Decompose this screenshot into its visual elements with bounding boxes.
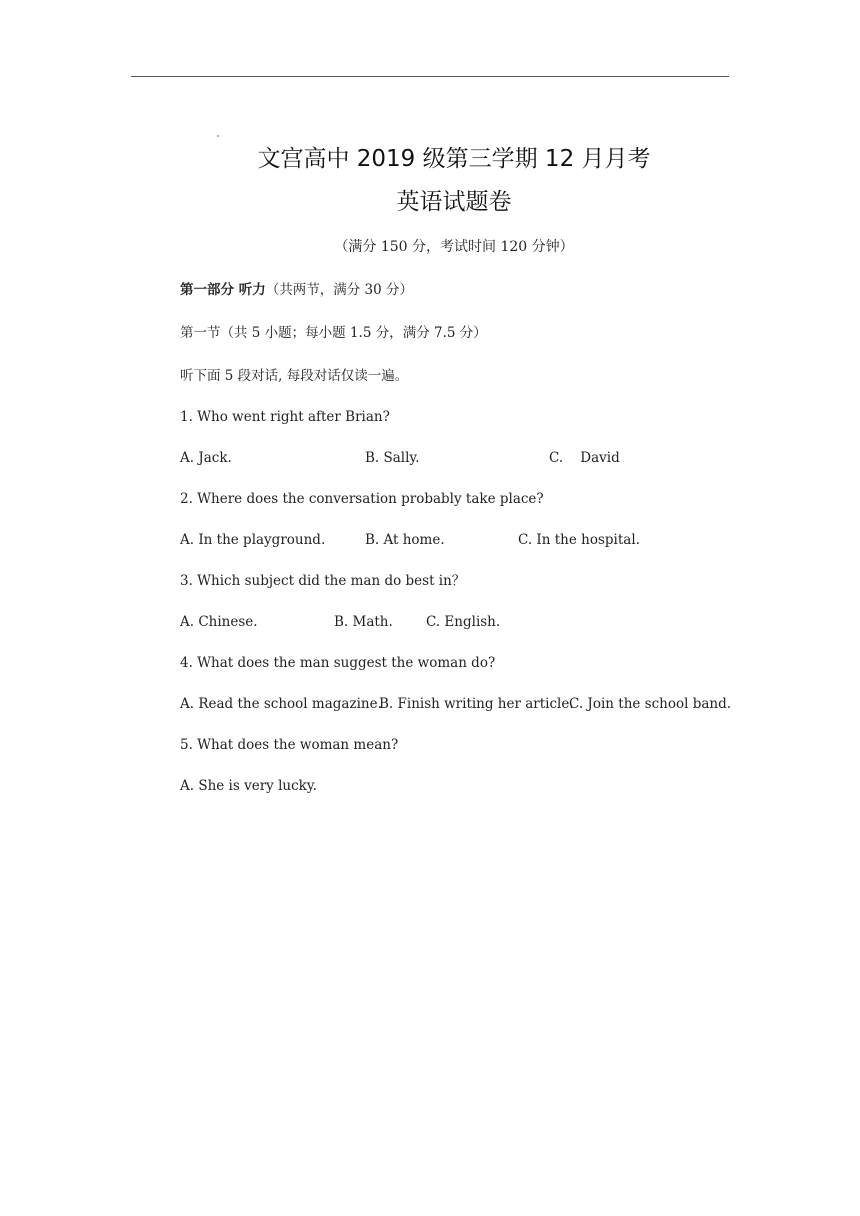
part1-heading-bold: 第一部分 听力	[180, 282, 266, 298]
question-stem: 5. What does the woman mean?	[180, 737, 399, 753]
section1-heading: 第一节（共 5 小题；每小题 1.5 分，满分 7.5 分）	[180, 325, 487, 341]
exam-score-time-note: （满分 150 分，考试时间 120 分钟）	[334, 239, 574, 255]
question-option: A. Chinese.	[180, 614, 258, 630]
question-stem: 3. Which subject did the man do best in？	[180, 573, 466, 589]
question-stem: 4. What does the man suggest the woman do?	[180, 655, 496, 671]
listening-instruction: 听下面 5 段对话, 每段对话仅读一遍。	[180, 368, 409, 384]
question-option: B. At home.	[365, 532, 445, 548]
question-option: A. Read the school magazine.	[180, 696, 382, 712]
question-option: B. Sally.	[365, 450, 420, 466]
question-option: A. She is very lucky.	[180, 778, 317, 794]
question-stem: 2. Where does the conversation probably take place?	[180, 491, 544, 507]
question-option: C. Join the school band.	[569, 696, 732, 712]
exam-subject-title: 英语试题卷	[396, 189, 512, 215]
question-option: C. In the hospital.	[518, 532, 640, 548]
question-option: A. Jack.	[180, 450, 232, 466]
question-option: C. David	[549, 450, 620, 466]
question-option: B. Finish writing her article.	[379, 696, 574, 712]
scan-speck	[217, 135, 219, 137]
part1-heading	[180, 281, 413, 299]
question-option: C. English.	[426, 614, 501, 630]
exam-title: 文宫高中 2019 级第三学期 12 月月考	[257, 146, 651, 172]
part1-heading-detail: （共两节，满分 30 分）	[265, 282, 413, 298]
question-option: A. In the playground.	[180, 532, 326, 548]
header-rule	[131, 76, 729, 77]
question-option: B. Math.	[334, 614, 393, 630]
question-stem: 1. Who went right after Brian?	[180, 409, 390, 425]
